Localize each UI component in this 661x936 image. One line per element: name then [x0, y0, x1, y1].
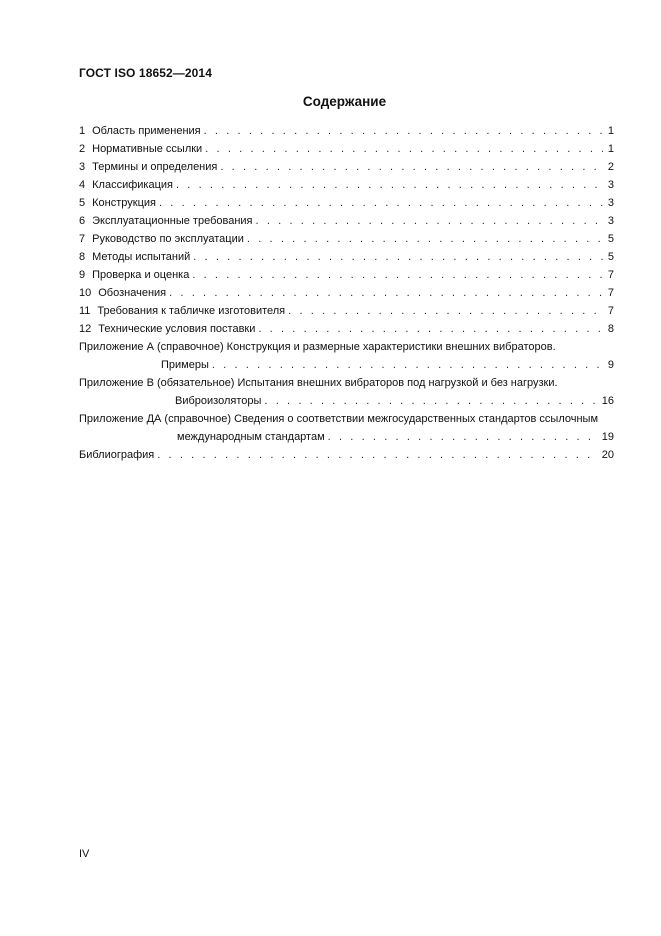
toc-entry-4[interactable]: [79, 176, 614, 194]
leader-dots: [212, 356, 605, 374]
toc-label: Проверка и оценка: [92, 269, 190, 281]
leader-dots: [193, 248, 603, 266]
leader-dots: [264, 392, 598, 410]
toc-number: 8: [79, 251, 86, 263]
appendix-title-continued: Примеры: [161, 359, 209, 371]
toc-page: 2: [607, 161, 614, 173]
toc-entry-1[interactable]: [79, 122, 614, 140]
toc-number: 7: [79, 233, 86, 245]
toc-page: 1: [607, 143, 614, 155]
toc-page: 7: [607, 305, 614, 317]
appendix-title-continued: Виброизоляторы: [175, 395, 262, 407]
toc-entry-5[interactable]: [79, 194, 614, 212]
toc-page: 3: [607, 179, 614, 191]
toc-label: Нормативные ссылки: [92, 143, 203, 155]
toc-entry-7[interactable]: [79, 230, 614, 248]
toc-number: 6: [79, 215, 86, 227]
toc-label: Обозначения: [98, 287, 167, 299]
leader-dots: [176, 176, 603, 194]
toc-page: 19: [601, 431, 614, 443]
toc-number: 3: [79, 161, 86, 173]
toc-label: Библиография: [79, 449, 155, 461]
toc-number: 2: [79, 143, 86, 155]
toc-page: 5: [607, 233, 614, 245]
toc-page: 1: [607, 125, 614, 137]
leader-dots: [205, 140, 603, 158]
toc-number: 11: [79, 305, 91, 317]
toc-page: 20: [601, 449, 614, 461]
toc-page: 8: [607, 323, 614, 335]
toc-appendix-b[interactable]: [79, 374, 614, 410]
page-number: IV: [79, 848, 90, 860]
toc-label: Требования к табличке изготовителя: [97, 305, 286, 317]
toc-entry-2[interactable]: [79, 140, 614, 158]
leader-dots: [192, 266, 603, 284]
leader-dots: [247, 230, 603, 248]
leader-dots: [204, 122, 603, 140]
leader-dots: [288, 302, 603, 320]
toc-entry-6[interactable]: [79, 212, 614, 230]
table-of-contents: [79, 122, 614, 464]
toc-entry-9[interactable]: [79, 266, 614, 284]
toc-label: Классификация: [92, 179, 173, 191]
toc-entry-bibliography[interactable]: [79, 446, 614, 464]
toc-page: 7: [607, 287, 614, 299]
toc-entry-3[interactable]: [79, 158, 614, 176]
toc-entry-8[interactable]: [79, 248, 614, 266]
toc-page: 16: [601, 395, 614, 407]
toc-entry-10[interactable]: [79, 284, 614, 302]
toc-page: 7: [607, 269, 614, 281]
page-title: Содержание: [302, 94, 387, 109]
toc-label: Методы испытаний: [92, 251, 191, 263]
toc-label: Технические условия поставки: [98, 323, 256, 335]
toc-entry-11[interactable]: [79, 302, 614, 320]
toc-page: 3: [607, 197, 614, 209]
toc-number: 10: [79, 287, 92, 299]
leader-dots: [157, 446, 599, 464]
appendix-title: Приложение А (справочное) Конструкция и размерные характеристики внешних вибраторов.: [79, 341, 556, 353]
toc-number: 12: [79, 323, 92, 335]
toc-label: Руководство по эксплуатации: [92, 233, 244, 245]
leader-dots: [220, 158, 603, 176]
toc-page: 3: [607, 215, 614, 227]
toc-page: 5: [607, 251, 614, 263]
leader-dots: [256, 212, 603, 230]
toc-number: 9: [79, 269, 86, 281]
toc-label: Термины и определения: [92, 161, 218, 173]
document-header: ГОСТ ISO 18652—2014: [79, 66, 212, 80]
toc-number: 5: [79, 197, 86, 209]
toc-label: Эксплуатационные требования: [92, 215, 253, 227]
toc-entry-12[interactable]: [79, 320, 614, 338]
appendix-title-continued: международным стандартам: [177, 431, 325, 443]
toc-label: Область применения: [92, 125, 201, 137]
toc-label: Конструкция: [92, 197, 156, 209]
appendix-title: Приложение В (обязательное) Испытания внешних вибраторов под нагрузкой и без нагрузки.: [79, 377, 558, 389]
toc-number: 1: [79, 125, 86, 137]
toc-page: 9: [607, 359, 614, 371]
toc-number: 4: [79, 179, 86, 191]
toc-appendix-a[interactable]: [79, 338, 614, 374]
leader-dots: [328, 428, 599, 446]
leader-dots: [169, 284, 603, 302]
appendix-title: Приложение ДА (справочное) Сведения о соответствии межгосударственных стандартов ссылочным: [79, 413, 599, 425]
leader-dots: [159, 194, 603, 212]
toc-appendix-da[interactable]: [79, 410, 614, 446]
leader-dots: [258, 320, 603, 338]
